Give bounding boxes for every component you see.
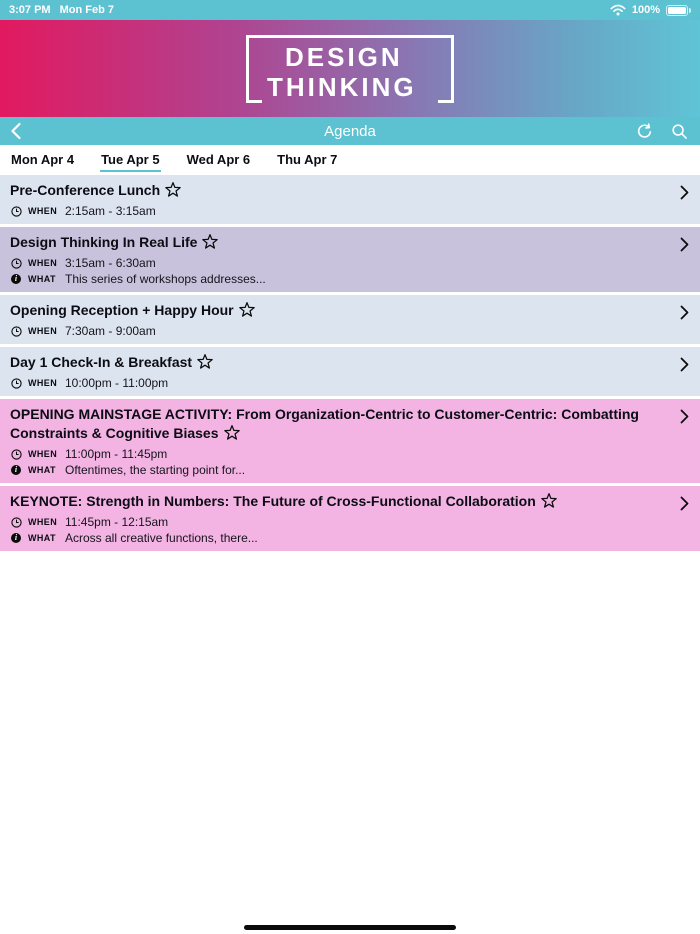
logo-text-design: DESIGN xyxy=(285,42,403,72)
chevron-right-icon xyxy=(679,184,690,206)
session-when-row xyxy=(10,376,670,390)
session-what-row xyxy=(10,463,670,477)
session-when-row xyxy=(10,447,670,461)
date-tab-label: Wed Apr 6 xyxy=(186,152,251,167)
star-icon[interactable] xyxy=(541,493,557,513)
when-label: WHEN xyxy=(28,378,58,388)
chevron-right-icon xyxy=(679,356,690,378)
what-label: WHAT xyxy=(28,465,56,475)
status-date: Mon Feb 7 xyxy=(59,4,114,16)
nav-bar xyxy=(0,117,700,145)
when-label: WHEN xyxy=(28,258,58,268)
chevron-right-icon xyxy=(679,408,690,430)
header-banner xyxy=(0,20,700,117)
session-title-row xyxy=(10,405,670,445)
clock-icon xyxy=(10,378,22,389)
session-when-row xyxy=(10,515,670,529)
when-label: WHEN xyxy=(28,449,58,459)
session-list xyxy=(0,175,700,551)
back-button[interactable] xyxy=(6,118,26,144)
star-icon[interactable] xyxy=(165,182,181,202)
session-what-row xyxy=(10,272,670,286)
session-title: KEYNOTE: Strength in Numbers: The Future of Cross-Functional Collaboration xyxy=(10,493,536,509)
when-label: WHEN xyxy=(28,326,58,336)
session-when-row xyxy=(10,324,670,338)
session-title: Design Thinking In Real Life xyxy=(10,234,198,250)
when-value: 7:30am - 9:00am xyxy=(65,324,156,338)
clock-icon xyxy=(10,258,22,269)
star-icon[interactable] xyxy=(202,234,218,254)
chevron-right-icon xyxy=(679,304,690,326)
info-icon: i xyxy=(10,465,22,475)
what-label: WHAT xyxy=(28,533,56,543)
session-row[interactable] xyxy=(0,347,700,396)
when-value: 10:00pm - 11:00pm xyxy=(65,376,169,390)
what-label: WHAT xyxy=(28,274,56,284)
session-row[interactable] xyxy=(0,227,700,292)
refresh-button[interactable] xyxy=(632,119,657,144)
what-value: Oftentimes, the starting point for... xyxy=(65,463,246,477)
session-when-row xyxy=(10,204,670,218)
session-what-row xyxy=(10,531,670,545)
session-title-row xyxy=(10,353,670,374)
status-right xyxy=(610,4,691,16)
session-title: Opening Reception + Happy Hour xyxy=(10,302,234,318)
star-icon[interactable] xyxy=(239,302,255,322)
when-label: WHEN xyxy=(28,206,58,216)
clock-icon xyxy=(10,449,22,460)
date-tab-label: Mon Apr 4 xyxy=(11,152,75,167)
session-title-row xyxy=(10,233,670,254)
when-value: 2:15am - 3:15am xyxy=(65,204,156,218)
refresh-icon xyxy=(636,123,653,140)
chevron-right-icon xyxy=(679,495,690,517)
search-icon xyxy=(671,123,688,140)
search-button[interactable] xyxy=(667,119,692,144)
battery-level xyxy=(668,7,686,14)
date-tab[interactable] xyxy=(10,148,75,172)
when-value: 3:15am - 6:30am xyxy=(65,256,156,270)
status-left xyxy=(9,4,114,16)
session-title-row xyxy=(10,301,670,322)
star-icon[interactable] xyxy=(224,425,240,445)
info-icon: i xyxy=(10,533,22,543)
clock-icon xyxy=(10,326,22,337)
logo-text-thinking: THINKING xyxy=(267,72,417,102)
star-icon[interactable] xyxy=(197,354,213,374)
info-icon: i xyxy=(10,274,22,284)
session-title: Pre-Conference Lunch xyxy=(10,182,161,198)
battery-icon xyxy=(666,5,688,16)
clock-icon xyxy=(10,206,22,217)
date-tab-label: Thu Apr 7 xyxy=(277,152,338,167)
what-value: Across all creative functions, there... xyxy=(65,531,258,545)
page-title: Agenda xyxy=(324,122,376,140)
date-tab-label: Tue Apr 5 xyxy=(101,152,160,167)
when-value: 11:45pm - 12:15am xyxy=(65,515,169,529)
battery-nub xyxy=(689,8,692,13)
design-thinking-logo xyxy=(246,35,454,103)
date-tab[interactable] xyxy=(276,148,338,172)
date-tabs xyxy=(0,145,700,175)
session-title-row xyxy=(10,181,670,202)
what-value: This series of workshops addresses... xyxy=(65,272,266,286)
session-title: Day 1 Check-In & Breakfast xyxy=(10,354,193,370)
session-when-row xyxy=(10,256,670,270)
session-title-row xyxy=(10,492,670,513)
when-value: 11:00pm - 11:45pm xyxy=(65,447,168,461)
clock-icon xyxy=(10,517,22,528)
date-tab[interactable] xyxy=(186,148,252,172)
home-indicator[interactable] xyxy=(244,925,456,930)
session-row[interactable] xyxy=(0,486,700,551)
chevron-right-icon xyxy=(679,236,690,258)
date-tab[interactable] xyxy=(100,148,161,172)
when-label: WHEN xyxy=(28,517,58,527)
chevron-left-icon xyxy=(10,122,22,140)
status-time: 3:07 PM xyxy=(9,4,51,16)
session-title: OPENING MAINSTAGE ACTIVITY: From Organization-Centric to Customer-Centric: Combatting Constraints & Cognitive Biases xyxy=(10,406,639,441)
wifi-icon xyxy=(610,4,626,16)
session-row[interactable] xyxy=(0,295,700,344)
status-bar xyxy=(0,0,700,20)
session-row[interactable] xyxy=(0,175,700,224)
nav-actions xyxy=(632,119,700,144)
session-row[interactable] xyxy=(0,399,700,483)
battery-percent: 100% xyxy=(631,4,660,16)
